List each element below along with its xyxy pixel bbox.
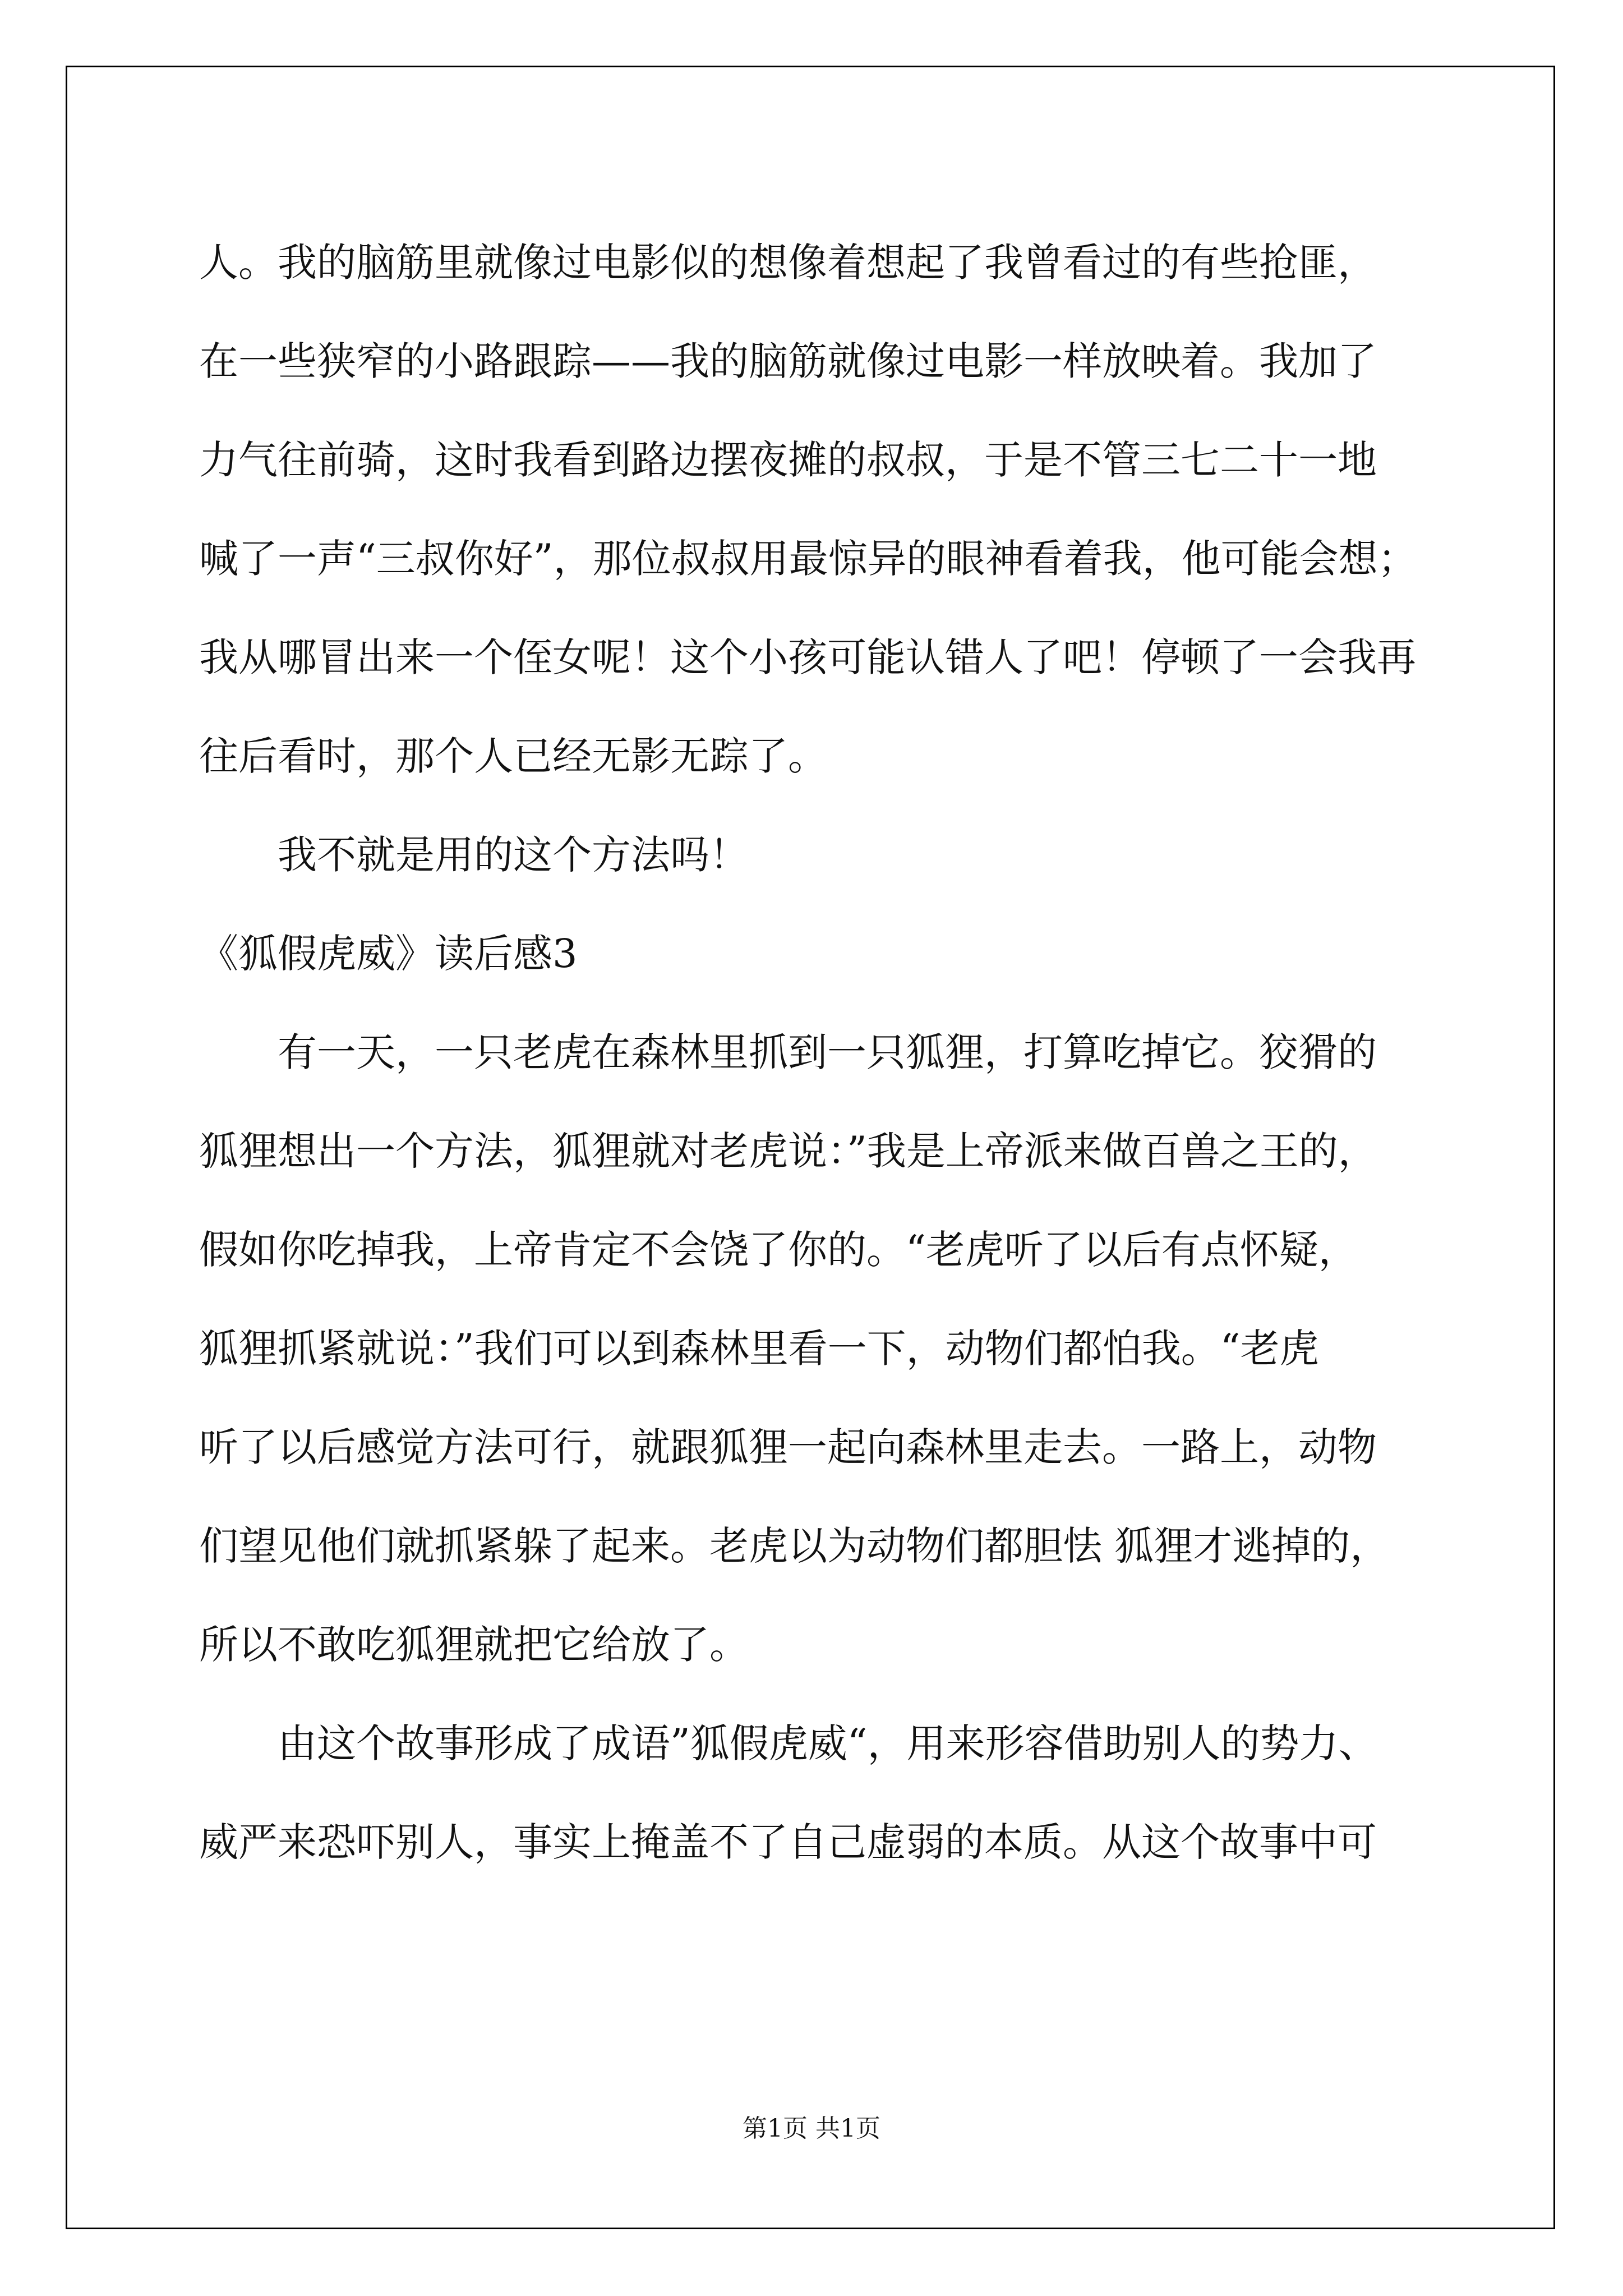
text-line: 狐狸想出一个方法，狐狸就对老虎说：”我是上帝派来做百兽之王的， bbox=[199, 1128, 1377, 1174]
text-line: 假如你吃掉我，上帝肯定不会饶了你的。“老虎听了以后有点怀疑， bbox=[199, 1227, 1358, 1273]
text-line: 在一些狭窄的小路跟踪——我的脑筋就像过电影一样放映着。我加了 bbox=[199, 338, 1377, 384]
text-line: 听了以后感觉方法可行，就跟狐狸一起向森林里走去。一路上，动物 bbox=[199, 1424, 1377, 1470]
text-line: 们望见他们就抓紧躲了起来。老虎以为动物们都胆怯 狐狸才逃掉的， bbox=[199, 1523, 1390, 1569]
text-line: 有一天，一只老虎在森林里抓到一只狐狸，打算吃掉它。狡猾的 bbox=[278, 1029, 1377, 1075]
document-body bbox=[199, 213, 1433, 1892]
text-line: 威严来恐吓别人，事实上掩盖不了自己虚弱的本质。从这个故事中可 bbox=[199, 1819, 1377, 1865]
text-line: 狐狸抓紧就说：”我们可以到森林里看一下，动物们都怕我。“老虎 bbox=[199, 1326, 1319, 1372]
text-line: 人。我的脑筋里就像过电影似的想像着想起了我曾看过的有些抢匪， bbox=[199, 240, 1377, 286]
text-line: 我从哪冒出来一个侄女呢！这个小孩可能认错人了吧！停顿了一会我再 bbox=[199, 634, 1416, 680]
text-line: 喊了一声“三叔你好”，那位叔叔用最惊异的眼神看着我，他可能会想； bbox=[199, 536, 1417, 582]
text-line: 所以不敢吃狐狸就把它给放了。 bbox=[199, 1622, 749, 1668]
page-footer: 第1页 共1页 bbox=[743, 2114, 880, 2143]
text-line: 由这个故事形成了成语”狐假虎威“，用来形容借助别人的势力、 bbox=[278, 1720, 1378, 1766]
section-heading: 《狐假虎威》读后感3 bbox=[199, 931, 578, 977]
text-line: 力气往前骑，这时我看到路边摆夜摊的叔叔，于是不管三七二十一地 bbox=[199, 437, 1377, 483]
text-line: 我不就是用的这个方法吗！ bbox=[278, 832, 749, 878]
text-line: 往后看时，那个人已经无影无踪了。 bbox=[199, 733, 827, 779]
